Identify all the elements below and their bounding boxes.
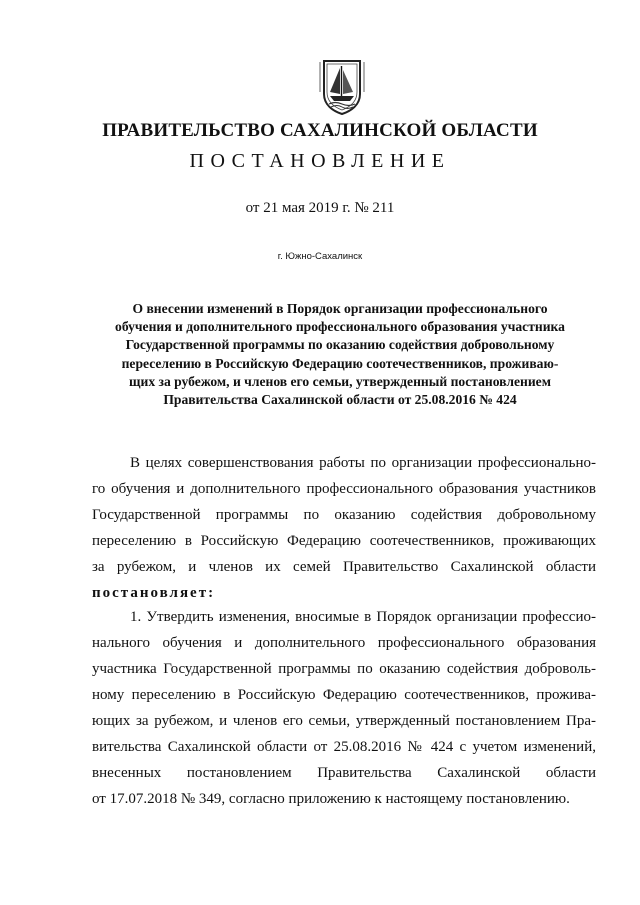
subject-line: Правительства Сахалинской области от 25.08.2016 № 424 bbox=[163, 392, 517, 408]
body-line: переселению в Российскую Федерацию соотечественников, проживающих bbox=[92, 533, 596, 549]
body-line: от 17.07.2018 № 349, согласно приложению к настоящему постановлению. bbox=[92, 791, 570, 807]
body-line: внесенных постановлением Правительства Сахалинской области bbox=[92, 765, 596, 781]
document-date-number: от 21 мая 2019 г. № 211 bbox=[245, 200, 395, 216]
document-subject bbox=[90, 300, 590, 409]
decree-word: постановляет: bbox=[92, 585, 216, 601]
document-city: г. Южно-Сахалинск bbox=[277, 251, 363, 262]
document-type: ПОСТАНОВЛЕНИЕ bbox=[189, 150, 451, 172]
subject-line: О внесении изменений в Порядок организации профессионального bbox=[132, 301, 548, 316]
body-line: вительства Сахалинской области от 25.08.2016 № 424 с учетом изменений, bbox=[92, 739, 596, 755]
clause-1-paragraph bbox=[92, 604, 596, 812]
body-line: 1. Утвердить изменения, вносимые в Порядок организации профессио- bbox=[130, 609, 596, 625]
sakhalin-coat-of-arms-icon bbox=[318, 58, 366, 116]
subject-line: Государственной программы по оказанию содействия добровольному bbox=[125, 337, 555, 353]
body-line: ющих за рубежом, и членов его семьи, утвержденный постановлением Пра- bbox=[92, 713, 596, 729]
government-title: ПРАВИТЕЛЬСТВО САХАЛИНСКОЙ ОБЛАСТИ bbox=[102, 120, 538, 141]
body-line: В целях совершенствования работы по организации профессионально- bbox=[130, 455, 596, 471]
subject-line: щих за рубежом, и членов его семьи, утвержденный постановлением bbox=[129, 373, 551, 389]
body-line: Государственной программы по оказанию содействия добровольному bbox=[92, 507, 596, 523]
body-line: участника Государственной программы по оказанию содействия доброволь- bbox=[92, 661, 596, 677]
body-line: за рубежом, и членов их семей Правительство Сахалинской области bbox=[92, 559, 596, 575]
preamble-paragraph bbox=[92, 450, 596, 606]
body-line: ному переселению в Российскую Федерацию соотечественников, прожива- bbox=[92, 687, 596, 703]
body-line: нального обучения и дополнительного профессионального образования bbox=[92, 635, 596, 651]
subject-line: переселению в Российскую Федерацию соотечественников, проживаю- bbox=[121, 355, 559, 371]
body-line: го обучения и дополнительного профессионального образования участников bbox=[92, 481, 596, 497]
subject-line: обучения и дополнительного профессионального образования участника bbox=[115, 319, 565, 335]
